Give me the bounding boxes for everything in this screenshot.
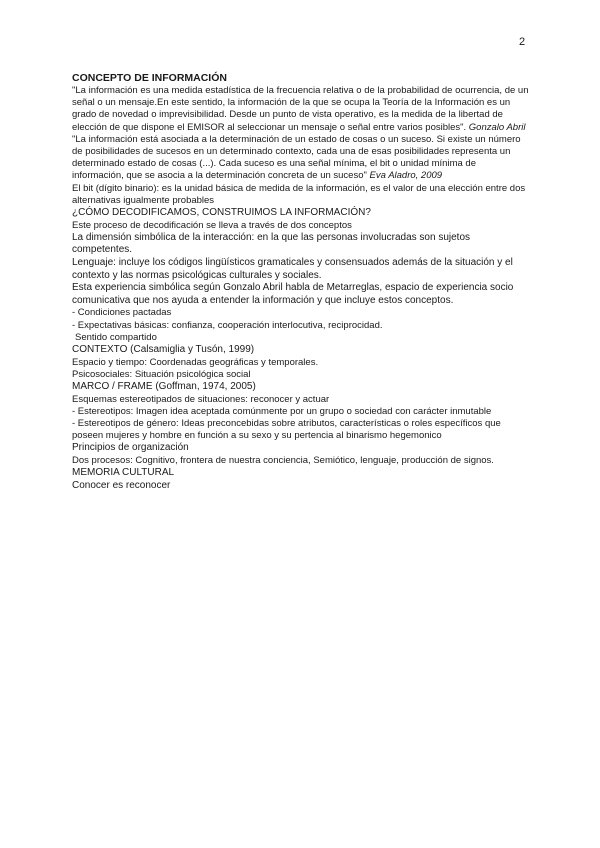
- symbolic-dimension: La dimensión simbólica de la interacción: en la que las personas involucradas son sujetos competentes.: [72, 231, 471, 256]
- section-heading: CONCEPTO DE INFORMACIÓN: [72, 72, 227, 84]
- cultural-memory-heading: MEMORIA CULTURAL: [72, 467, 175, 479]
- organization-principles: Principios de organización: [72, 442, 189, 454]
- schemas: Esquemas estereotipados de situaciones: reconocer y actuar: [72, 393, 330, 405]
- document-body: [72, 71, 530, 492]
- quote-abril-text: "La información es una medida estadística de la frecuencia relativa o de la probabilidad de ocurrencia, de un señal o un mensaje.En este sentido, la información de la que se ocupa la Teoría de la Información es un grado de novedad o imprevisibilidad. Desde un punto de vista operativo, es la medida de la libertad de elección de que dispone el EMISOR al seleccionar un mensaje o señal entre varios posibles".: [72, 85, 529, 133]
- frame-heading: MARCO / FRAME (Goffman, 1974, 2005): [72, 381, 256, 392]
- context-heading: CONTEXTO (Calsamiglia y Tusón, 1999): [72, 344, 255, 355]
- metarules-paragraph: Esta experiencia simbólica según Gonzalo Abril habla de Metarreglas, espacio de experiencia socio comunicativa que nos ayuda a entender la información y que incluye estos conceptos.: [72, 282, 514, 306]
- stereotypes: - Estereotipos: Imagen idea aceptada comúnmente por un grupo o sociedad con carácter inmutable: [72, 405, 492, 417]
- quote-abril-author: Gonzalo Abril: [468, 121, 526, 133]
- psychosocial: Psicosociales: Situación psicológica social: [72, 368, 251, 380]
- language-paragraph: Lenguaje: incluye los códigos lingüísticos gramaticales y consensuados además de la situación y el contexto y las normas psicológicas culturales y sociales.: [72, 257, 513, 281]
- basic-expectations: - Expectativas básicas: confianza, cooperación interlocutiva, reciprocidad.: [72, 319, 383, 331]
- process-intro: Este proceso de decodificación se lleva a través de dos conceptos: [72, 219, 352, 231]
- knowing-is-recognizing: Conocer es reconocer: [72, 479, 171, 491]
- quote-aladro-author: Eva Aladro, 2009: [369, 170, 443, 182]
- space-time: Espacio y tiempo: Coordenadas geográficas y temporales.: [72, 356, 319, 368]
- shared-meaning: Sentido compartido: [75, 331, 157, 343]
- quote-aladro-text: "La información está asociada a la determinación de un estado de cosas o un suceso. Si existe un número de posibilidades de sucesos en un determinado contexto, cada una de esas posibilidades representa un determinado estado de cosas (...). Cada suceso es una señal mínima, el bit o unidad mínima de información, que se asocia a la determinación concreta de un suceso": [72, 133, 521, 182]
- page-number: 2: [519, 36, 526, 48]
- two-processes: Dos procesos: Cognitivo, frontera de nuestra conciencia, Semiótico, lenguaje, producción de signos.: [72, 455, 494, 466]
- quote-abril: [72, 85, 530, 134]
- quote-aladro: [72, 134, 530, 183]
- question-heading: ¿CÓMO DECODIFICAMOS, CONSTRUIMOS LA INFORMACIÓN?: [72, 207, 371, 219]
- bit-definition: El bit (dígito binario): es la unidad básica de medida de la información, es el valor de una elección entre dos alternativas igualmente probables: [72, 182, 526, 206]
- agreed-conditions: - Condiciones pactadas: [72, 307, 172, 319]
- gender-stereotypes: - Estereotipos de género: Ideas preconcebidas sobre atributos, características o roles específicos que poseen mujeres y hombre en función a su sexo y su pertencia al binarismo hegemonico: [72, 418, 501, 442]
